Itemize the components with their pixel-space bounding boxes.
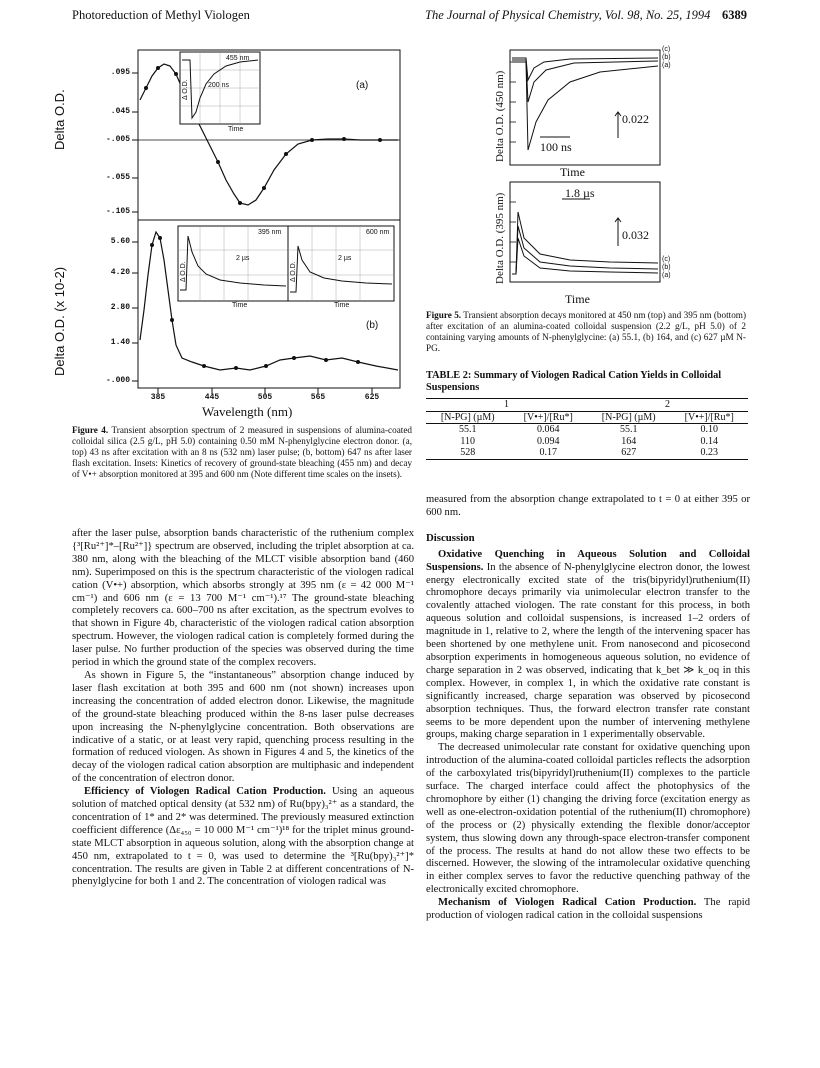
figure-5-caption-label: Figure 5. [426, 310, 462, 320]
paragraph: The decreased unimolecular rate constant for oxidative quenching upon introduction of the alumina-coated colloidal particles reflects the adsorption of the carboxylated tris(bipyridyl)ruthenium(II) complexes to the particle surface. The charged interface could affect the photophysics of the chromophore by either (1) changing the driving force (excitation energy as well as one-electron-oxidation potential of the ruthenium(II) chromophore) of the process or (2) physically extending the flexible donor/acceptor system, thus slowing down any through-space electron-transfer component of the process. The results at hand do not allow these two effects to be discerned. However, the slowing of the intramolecular oxidative quenching in either complex serves to favor the reductive quenching pathway of the electronically excited chromophore. [426, 742, 750, 896]
fig4-ytick-a: -.055 [105, 173, 130, 182]
fig4-ytick-a: .045 [110, 107, 130, 116]
table-group-2: 2 [587, 399, 748, 412]
fig4-xtick: 565 [310, 393, 326, 402]
fig5-trace-label: (b) [662, 264, 671, 271]
paragraph [72, 786, 414, 889]
paragraph: As shown in Figure 5, the “instantaneous” absorption change induced by laser flash excitation at both 395 and 600 nm (not shown) increases upon increasing the concentration of added electron donor. Likewise, the magnitude of the ground-state bleaching produced within the 8-ns laser pulse decreases upon increasing the N-phenylglycine concentration. Both observations are indicative of a static, or at least very rapid, quenching process resulting in the formation of reduced viologen. As shown in Figures 4 and 5, the kinetics of the decay of the viologen radical cation absorption are multiphasic and independent of the concentration of electron donor. [72, 669, 414, 785]
inset-395nm [178, 226, 288, 301]
fig5-trace-label: (b) [662, 54, 671, 61]
left-column-text [72, 528, 414, 889]
running-header-journal: The Journal of Physical Chemistry, Vol. 98, No. 25, 1994 [425, 8, 711, 22]
running-header-left: Photoreduction of Methyl Viologen [72, 8, 250, 22]
inset-600nm [288, 226, 394, 301]
paragraph-heading: Efficiency of Viologen Radical Cation Production. [84, 786, 326, 798]
table-group-1: 1 [426, 399, 587, 412]
fig4-ytick-b: -.000 [105, 376, 130, 385]
paragraph-body: In the absence of N-phenylglycine electron donor, the lowest energy electronically excited state of the tris(bipyridyl)ruthenium(II) chromophore decays primarily via unimolecular electron transfer to the covalently attached viologen. The rate constant for this process, in both aqueous solution and colloidal suspensions, is increased 1–2 orders of magnitude in 1, relative to 2, where the length of the intervening spacer has been shortened by one methylene unit. From nanosecond and picosecond absorption experiments in homogeneous aqueous solution, no evidence of charge separation in 2 was observed, indicating that k_bet ≫ k_oq in this complex. However, in complex 1, in which the oxidative rate constant is significantly increased, charge separation was observed by picosecond absorption techniques. Thus, the forward electron transfer rate constant seems to be more dependent upon the number of intervening methylene groups, making charge separation in 1 experimentally observable. [426, 561, 750, 741]
fig4-xlabel: Wavelength (nm) [202, 404, 293, 419]
fig5-trace-label: (c) [662, 256, 671, 263]
fig5-trace-labels-top [662, 46, 671, 70]
paragraph [426, 897, 750, 923]
figure-4-caption [72, 425, 412, 480]
fig5-time-top: 100 ns [540, 140, 572, 154]
fig4-ytick-b: 4.20 [110, 268, 130, 277]
fig4-inset-a-ylabel: Δ O.D. [182, 79, 189, 100]
fig4-inset-a-scale: 200 ns [208, 82, 230, 89]
fig5-ylabel-bottom: Delta O.D. (395 nm) [494, 192, 506, 284]
page-number: 6389 [722, 8, 747, 22]
fig4-panel-a-label: (a) [356, 80, 369, 91]
paragraph: after the laser pulse, absorption bands characteristic of the ruthenium complex {³[Ru²⁺]*–[Ru²⁺]} spectrum are observed, including the triplet absorption at ca. 380 nm, along with the bleaching of the MLCT visible absorption band (460 nm). Superimposed on this is the spectrum characteristic of the viologen radical cation (V•+) absorption, which absorbs strongly at 395 nm (ε = 42 000 M⁻¹ cm⁻¹) and 606 nm (ε = 13 700 M⁻¹ cm⁻¹).¹⁷ The ground-state bleaching completely recovers ca. 600–700 ns after excitation, as the spectrum evolves to that shown in Figure 4b, characteristic of the viologen radical cation absorption spectrum. However, the viologen radical cation is completely formed during the laser pulse. No further production of the species was observed during the time period in which the ground state of the complex recovers. [72, 528, 414, 669]
table-cell: 55.1 [458, 424, 477, 435]
figure-5-caption [426, 310, 746, 354]
fig4-inset-b1-xlabel: Time [232, 302, 248, 309]
fig4-inset-b1-scale: 2 µs [236, 255, 250, 262]
table-group-row [426, 399, 748, 412]
table-cell: 0.094 [536, 435, 560, 447]
paragraph-body: The rapid production of viologen radical cation in the colloidal suspensions [426, 897, 751, 922]
table-cell: 0.10 [700, 424, 718, 435]
right-column-text [426, 494, 750, 923]
table-cell: 0.23 [700, 447, 718, 458]
section-heading: Discussion [426, 531, 475, 544]
table-row [426, 447, 748, 459]
paragraph: measured from the absorption change extrapolated to t = 0 at either 395 or 600 nm. [426, 494, 750, 518]
fig4-ytick-a: -.005 [105, 135, 130, 144]
table-column-header: [N-PG] (µM) [587, 411, 670, 424]
fig4-ylabel-b: Delta O.D. (x 10-2) [52, 266, 67, 376]
fig4-ytick-b: 1.40 [110, 338, 130, 347]
table-row [426, 424, 748, 436]
fig4-inset-b2-xlabel: Time [334, 302, 350, 309]
fig4-ylabel-a: Delta O.D. [52, 89, 67, 150]
table-2-title: TABLE 2: Summary of Viologen Radical Cation Yields in Colloidal Suspensions [426, 370, 722, 393]
table-column-header: [N-PG] (µM) [426, 411, 509, 424]
paragraph-body: Using an aqueous solution of matched optical density (at 532 nm) of Ru(bpy)₃²⁺ as a standard, the concentration of 1* and 2* was determined. The previously measured extinction coefficient difference (Δε₄₅₀ = 10 000 M⁻¹ cm⁻¹)¹⁸ for the triplet minus ground-state MLCT absorption in aqueous solution, along with the absorption change at 450 nm, extrapolated to t = 0, was used to determine the ³[Ru(bpy)₃²⁺]* concentration. The results are given in Table 2 at different concentrations of N-phenylglycine for both 1 and 2. The concentration of viologen radical was [72, 786, 414, 888]
fig4-inset-a-xlabel: Time [228, 126, 244, 133]
table-cell: 55.1 [619, 424, 638, 435]
table-cell: 0.064 [536, 424, 560, 435]
table-cell: 627 [621, 447, 637, 458]
fig5-ylabel-top: Delta O.D. (450 nm) [494, 70, 506, 162]
paragraph-heading: Oxidative Quenching in Aqueous Solution and Colloidal Suspensions. [426, 548, 750, 573]
fig5-scale-top: 0.022 [622, 112, 649, 126]
fig4-xtick: 445 [204, 393, 220, 402]
table-row [426, 436, 748, 448]
table-cell: 110 [460, 435, 476, 447]
fig5-xlabel-bottom: Time [565, 292, 590, 306]
fig4-panel-b-label: (b) [366, 320, 379, 331]
fig4-xtick: 625 [364, 393, 380, 402]
fig4-ytick-b: 2.80 [110, 303, 130, 312]
table-column-header: [V•+]/[Ru*] [509, 411, 587, 424]
table-cell: 528 [460, 447, 476, 458]
fig4-inset-b2-tag: 600 nm [366, 229, 390, 236]
paragraph-heading: Mechanism of Viologen Radical Cation Production. [438, 897, 697, 909]
paragraph [426, 549, 750, 743]
fig5-trace-label: (a) [662, 62, 671, 69]
table-cell: 164 [621, 435, 637, 447]
table-cell: 0.17 [539, 447, 557, 458]
figure-4-caption-label: Figure 4. [72, 425, 109, 435]
table-2 [426, 398, 748, 462]
table-cell: 0.14 [700, 435, 718, 447]
fig4-inset-b2-ylabel: Δ O.D. [290, 261, 297, 282]
fig5-time-bottom: 1.8 µs [565, 186, 595, 200]
figure-5-caption-text: Transient absorption decays monitored at 450 nm (top) and 395 nm (bottom) after excitation of an alumina-coated colloidal suspension (2.2 g/L, pH 5.0) of 2 containing varying amounts of N-phenylglycine: (a) 55.1, (b) 164, and (c) 627 µM N-PG. [426, 310, 746, 353]
fig5-trace-label: (c) [662, 46, 671, 53]
fig4-ytick-b: 5.60 [110, 237, 130, 246]
fig4-inset-b2-scale: 2 µs [338, 255, 352, 262]
fig4-inset-a-tag: 455 nm [226, 55, 250, 62]
fig4-xtick: 385 [150, 393, 166, 402]
fig5-trace-label: (a) [662, 272, 671, 279]
fig5-scale-bottom: 0.032 [622, 228, 649, 242]
fig4-ytick-a: .095 [110, 68, 130, 77]
fig5-trace-labels-bottom [662, 256, 671, 280]
fig4-inset-b1-ylabel: Δ O.D. [180, 261, 187, 282]
table-header-row [426, 411, 748, 424]
fig5-xlabel-top: Time [560, 165, 585, 179]
fig4-ytick-a: -.105 [105, 207, 130, 216]
fig4-xtick: 505 [257, 393, 273, 402]
table-column-header: [V•+]/[Ru*] [670, 411, 748, 424]
figure-4-caption-text: Transient absorption spectrum of 2 measured in suspensions of alumina-coated colloidal silica (2.5 g/L, pH 5.0) containing 0.50 mM N-phenylglycine electron donor. (a, top) 43 ns after excitation with an 8 ns (532 nm) laser pulse; (b, bottom) 647 ns after laser flash excitation. Insets: Kinetics of recovery of ground-state bleaching (455 nm) and decay of V•+ absorption monitored at 395 and 600 nm (Note different time scales on the insets). [72, 425, 412, 479]
fig4-inset-b1-tag: 395 nm [258, 229, 282, 236]
